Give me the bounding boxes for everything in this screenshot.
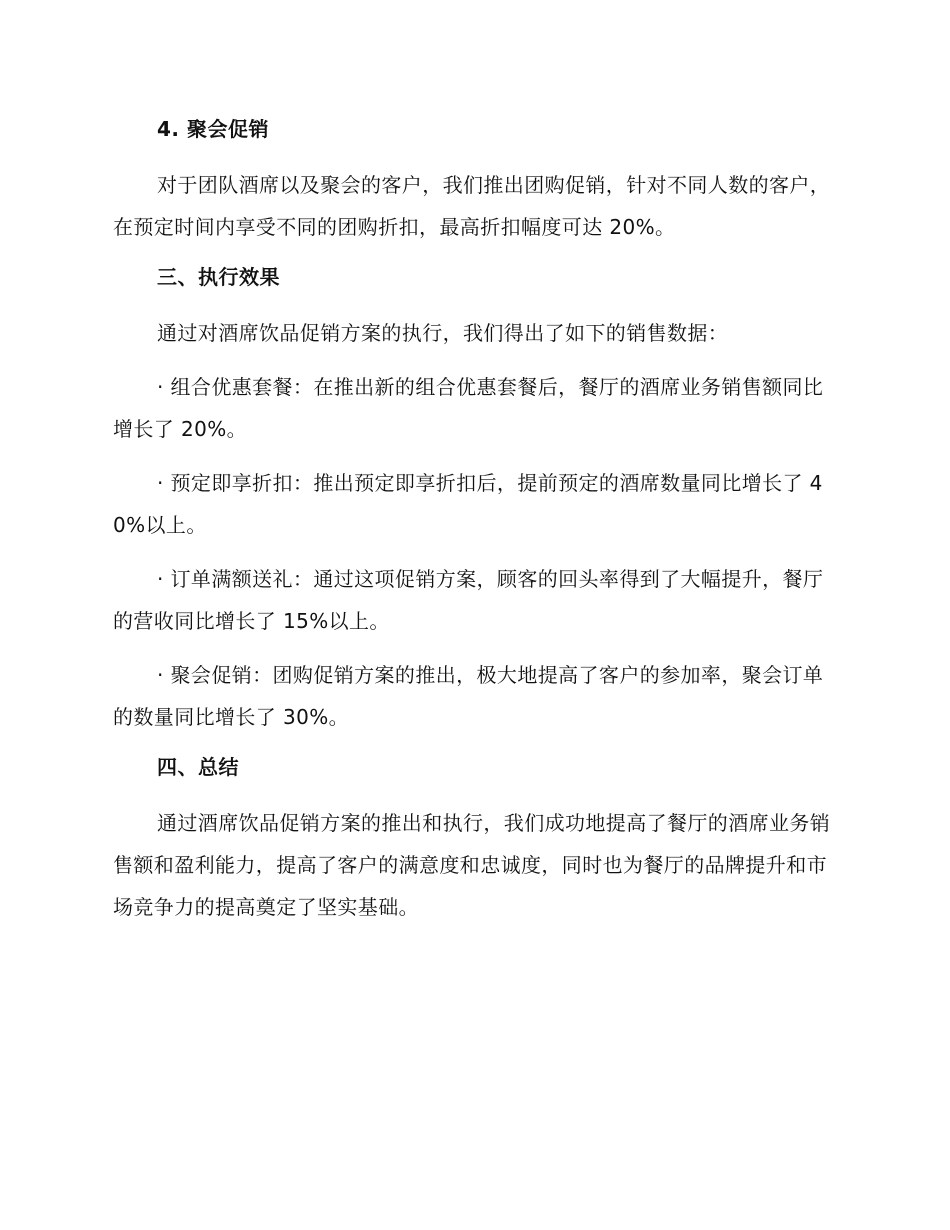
result-item-combo-package: · 组合优惠套餐：在推出新的组合优惠套餐后，餐厅的酒席业务销售额同比增长了 20%。 xyxy=(113,375,824,441)
document-body xyxy=(113,112,835,940)
section-heading-summary: 四、总结 xyxy=(157,755,239,779)
result-item-booking-discount: · 预定即享折扣：推出预定即享折扣后，提前预定的酒席数量同比增长了 40%以上。 xyxy=(113,471,823,537)
result-item-order-gift: · 订单满额送礼：通过这项促销方案，顾客的回头率得到了大幅提升，餐厅的营收同比增长了 15%以上。 xyxy=(113,567,824,633)
summary-paragraph: 通过酒席饮品促销方案的推出和执行，我们成功地提高了餐厅的酒席业务销售额和盈利能力，提高了客户的满意度和忠诚度，同时也为餐厅的品牌提升和市场竞争力的提高奠定了坚实基础。 xyxy=(113,811,831,919)
result-item-party-promotion: · 聚会促销：团购促销方案的推出，极大地提高了客户的参加率，聚会订单的数量同比增长了 30%。 xyxy=(113,663,824,729)
party-promotion-paragraph: 对于团队酒席以及聚会的客户，我们推出团购促销，针对不同人数的客户，在预定时间内享受不同的团购折扣，最高折扣幅度可达 20%。 xyxy=(113,173,831,239)
section-heading-party-promotion: 4. 聚会促销 xyxy=(157,117,269,141)
execution-intro-paragraph: 通过对酒席饮品促销方案的执行，我们得出了如下的销售数据： xyxy=(157,321,729,345)
section-heading-execution-results: 三、执行效果 xyxy=(157,265,280,289)
